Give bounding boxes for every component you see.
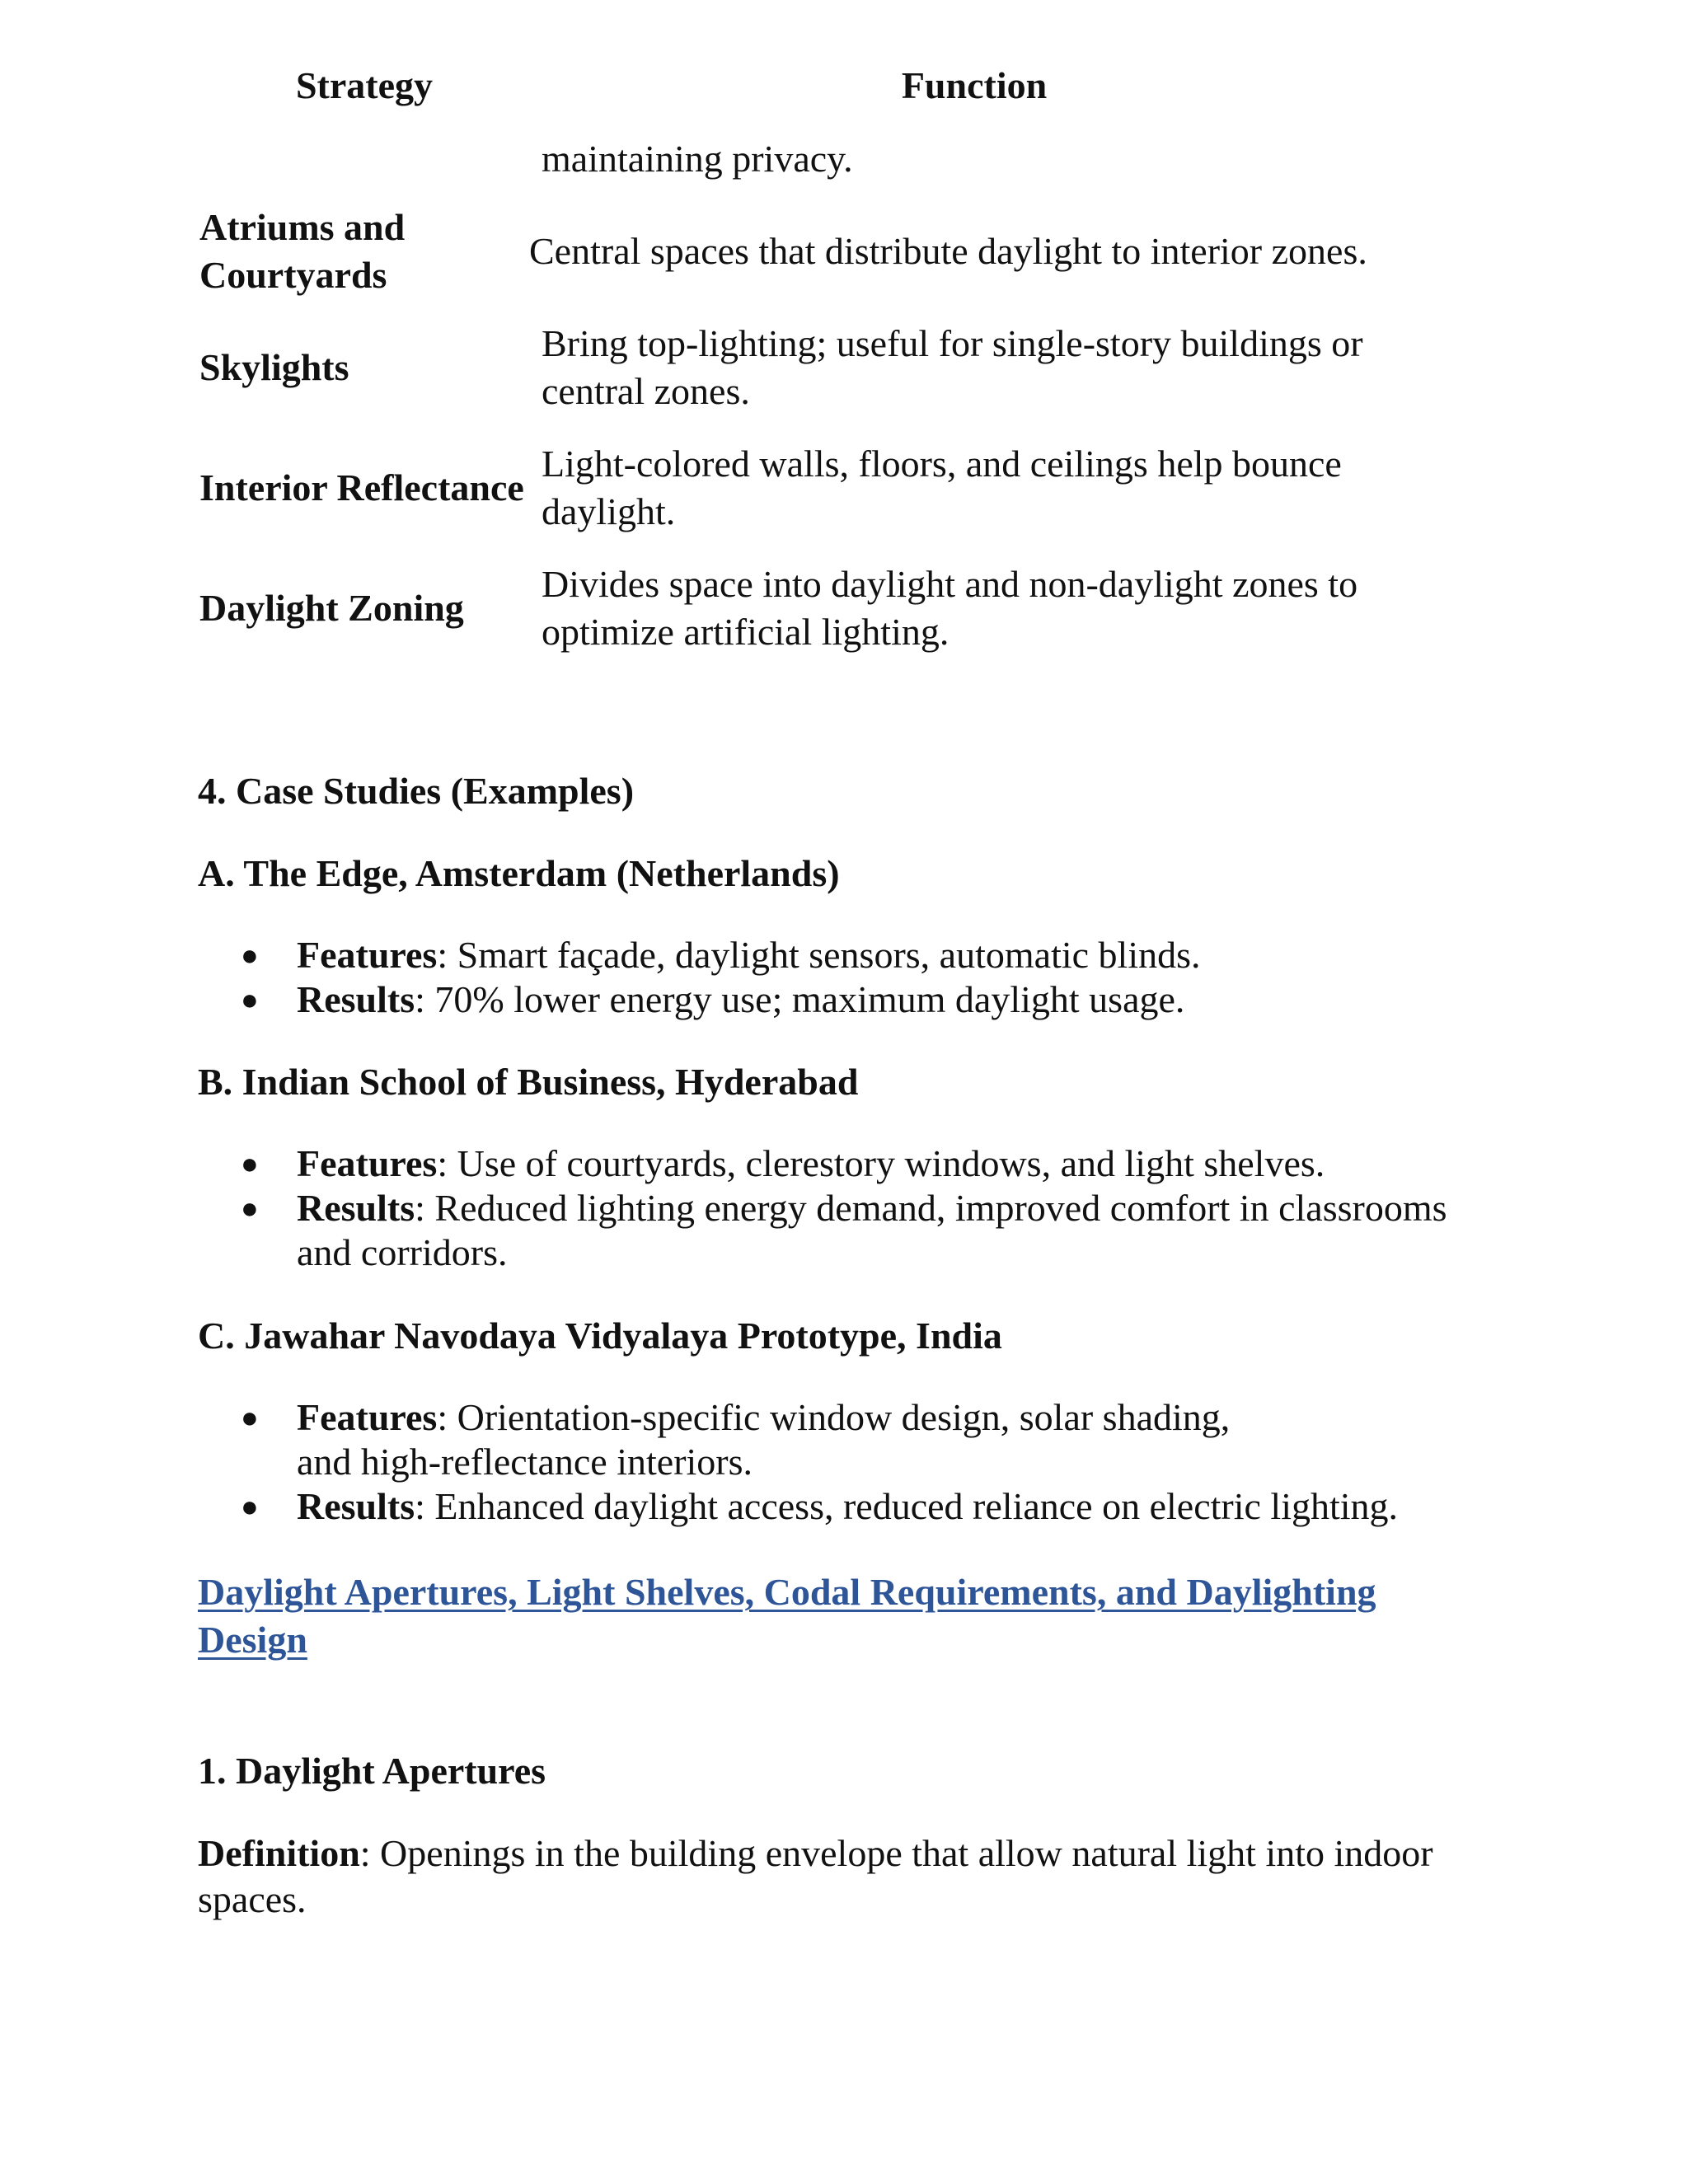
definition-text: : Openings in the building envelope that allow natural light into indoor spaces.: [198, 1832, 1433, 1920]
daylight-apertures-link[interactable]: Daylight Apertures, Light Shelves, Codal Requirements, and Daylighting Design: [198, 1571, 1376, 1661]
strategy-cell: Skylights: [199, 346, 349, 388]
list-item: ● Features: Smart façade, daylight sensors, automatic blinds.: [241, 934, 1201, 976]
definition-label: Definition: [198, 1832, 360, 1874]
list-item: ● Results: 70% lower energy use; maximum daylight usage.: [241, 978, 1185, 1020]
strategy-cell: Interior Reflectance: [199, 466, 524, 509]
list-item: ● Features: Orientation-specific window design, solar shading, and high-reflectance interiors.: [241, 1396, 1231, 1483]
case-study-title: A. The Edge, Amsterdam (Netherlands): [198, 852, 840, 894]
bullet-icon: ●: [241, 939, 259, 972]
case-studies-heading: 4. Case Studies (Examples): [198, 770, 635, 812]
function-cell: Light-colored walls, floors, and ceilings help bounce daylight.: [542, 443, 1342, 532]
header-strategy: Strategy: [295, 64, 434, 106]
function-cell: Central spaces that distribute daylight to interior zones.: [529, 230, 1367, 272]
table-row: [199, 430, 1452, 546]
definition-paragraph: [198, 1830, 1492, 1923]
bullet-icon: ●: [241, 1147, 259, 1180]
list-item: ● Features: Use of courtyards, clerestory windows, and light shelves.: [241, 1142, 1325, 1184]
bullet-icon: ●: [241, 1401, 259, 1434]
table-header: [199, 58, 1452, 140]
section-heading: 1. Daylight Apertures: [198, 1750, 546, 1792]
case-study-a: [198, 851, 1484, 1022]
bullet-icon: ●: [241, 1192, 259, 1225]
strategy-cell: Atriums and Courtyards: [199, 206, 406, 296]
function-cell: Bring top-lighting; useful for single-story buildings or central zones.: [542, 322, 1363, 412]
table-row: [199, 135, 1452, 198]
header-function: Function: [901, 64, 1048, 106]
table-row: [199, 203, 1452, 300]
section-daylight-apertures: [198, 1748, 1484, 1794]
strategy-function-table: [199, 58, 1452, 666]
case-study-b: [198, 1059, 1484, 1275]
table-row: [199, 310, 1452, 425]
case-study-title: B. Indian School of Business, Hyderabad: [198, 1061, 859, 1103]
case-study-title: C. Jawahar Navodaya Vidyalaya Prototype, India: [198, 1315, 1002, 1357]
case-study-c: [198, 1313, 1484, 1529]
bullet-icon: ●: [241, 983, 259, 1016]
function-cell: maintaining privacy.: [542, 138, 853, 180]
list-item: ● Results: Enhanced daylight access, reduced reliance on electric lighting.: [241, 1485, 1399, 1527]
case-study-list: [198, 933, 1484, 1022]
link-heading-block: [198, 1568, 1451, 1664]
table-row: [199, 551, 1452, 666]
function-cell: Divides space into daylight and non-daylight zones to optimize artificial lighting.: [542, 563, 1358, 653]
strategy-cell: Daylight Zoning: [199, 587, 464, 629]
list-item: ● Results: Reduced lighting energy demand, improved comfort in classrooms and corridors.: [241, 1187, 1447, 1273]
case-study-list: [198, 1395, 1484, 1529]
case-study-list: [198, 1141, 1484, 1275]
case-studies-section: [198, 768, 1484, 814]
bullet-icon: ●: [241, 1490, 259, 1523]
